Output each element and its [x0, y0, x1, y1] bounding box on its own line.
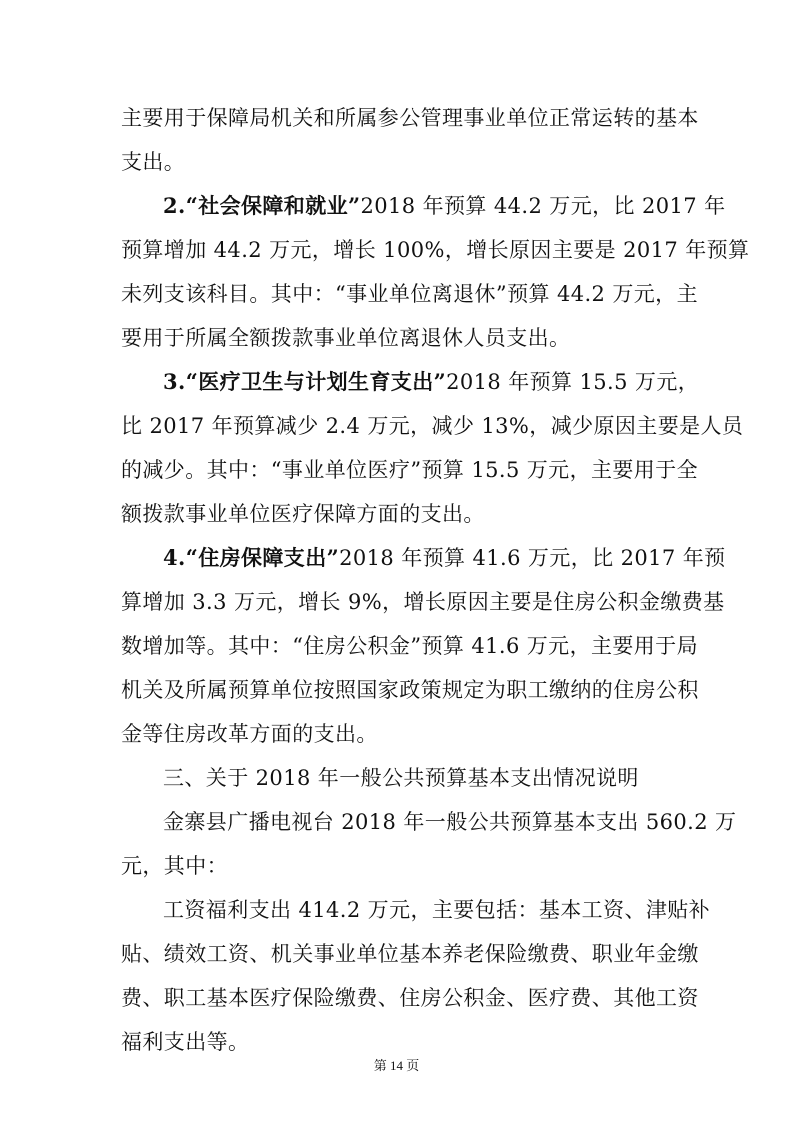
text-line: 的减少。其中：“事业单位医疗”预算 15.5 万元，主要用于全	[121, 458, 698, 482]
text-line: 算增加 3.3 万元，增长 9%，增长原因主要是住房公积金缴费基	[121, 590, 725, 614]
text-line: 额拨款事业单位医疗保障方面的支出。	[121, 502, 485, 526]
paragraph-item-3	[163, 368, 700, 396]
text-line: 费、职工基本医疗保险缴费、住房公积金、医疗费、其他工资	[121, 986, 699, 1010]
text-line: 比 2017 年预算减少 2.4 万元，减少 13%，减少原因主要是人员	[121, 414, 744, 438]
page-number: 第 14 页	[373, 1058, 420, 1073]
paragraph-item-4	[163, 544, 726, 572]
item-heading: 3.“医疗卫生与计划生育支出”	[163, 369, 447, 394]
text-line: 金等住房改革方面的支出。	[121, 722, 378, 746]
text-line: 数增加等。其中：“住房公积金”预算 41.6 万元，主要用于局	[121, 634, 698, 658]
section-heading: 三、关于 2018 年一般公共预算基本支出情况说明	[163, 766, 639, 790]
text-line: 支出。	[121, 150, 186, 174]
text-line: 未列支该科目。其中：“事业单位离退休”预算 44.2 万元，主	[121, 282, 698, 306]
text-line: 工资福利支出 414.2 万元，主要包括：基本工资、津贴补	[163, 898, 711, 922]
text-line: 福利支出等。	[121, 1030, 250, 1054]
text-line: 要用于所属全额拨款事业单位离退休人员支出。	[121, 326, 571, 350]
text-line: 元，其中：	[121, 854, 228, 878]
paragraph-item-2	[163, 192, 726, 220]
text-line: 金寨县广播电视台 2018 年一般公共预算基本支出 560.2 万	[163, 810, 737, 834]
text-run: 2018 年预算 44.2 万元，比 2017 年	[360, 194, 726, 218]
text-line: 预算增加 44.2 万元，增长 100%，增长原因主要是 2017 年预算	[121, 238, 750, 262]
text-line: 贴、绩效工资、机关事业单位基本养老保险缴费、职业年金缴	[121, 942, 699, 966]
text-run: 2018 年预算 15.5 万元，	[446, 370, 700, 394]
text-line: 机关及所属预算单位按照国家政策规定为职工缴纳的住房公积	[121, 678, 699, 702]
item-heading: 4.“住房保障支出”	[163, 545, 340, 570]
text-line: 主要用于保障局机关和所属参公管理事业单位正常运转的基本	[121, 106, 699, 130]
item-heading: 2.“社会保障和就业”	[163, 193, 361, 218]
text-run: 2018 年预算 41.6 万元，比 2017 年预	[339, 546, 726, 570]
